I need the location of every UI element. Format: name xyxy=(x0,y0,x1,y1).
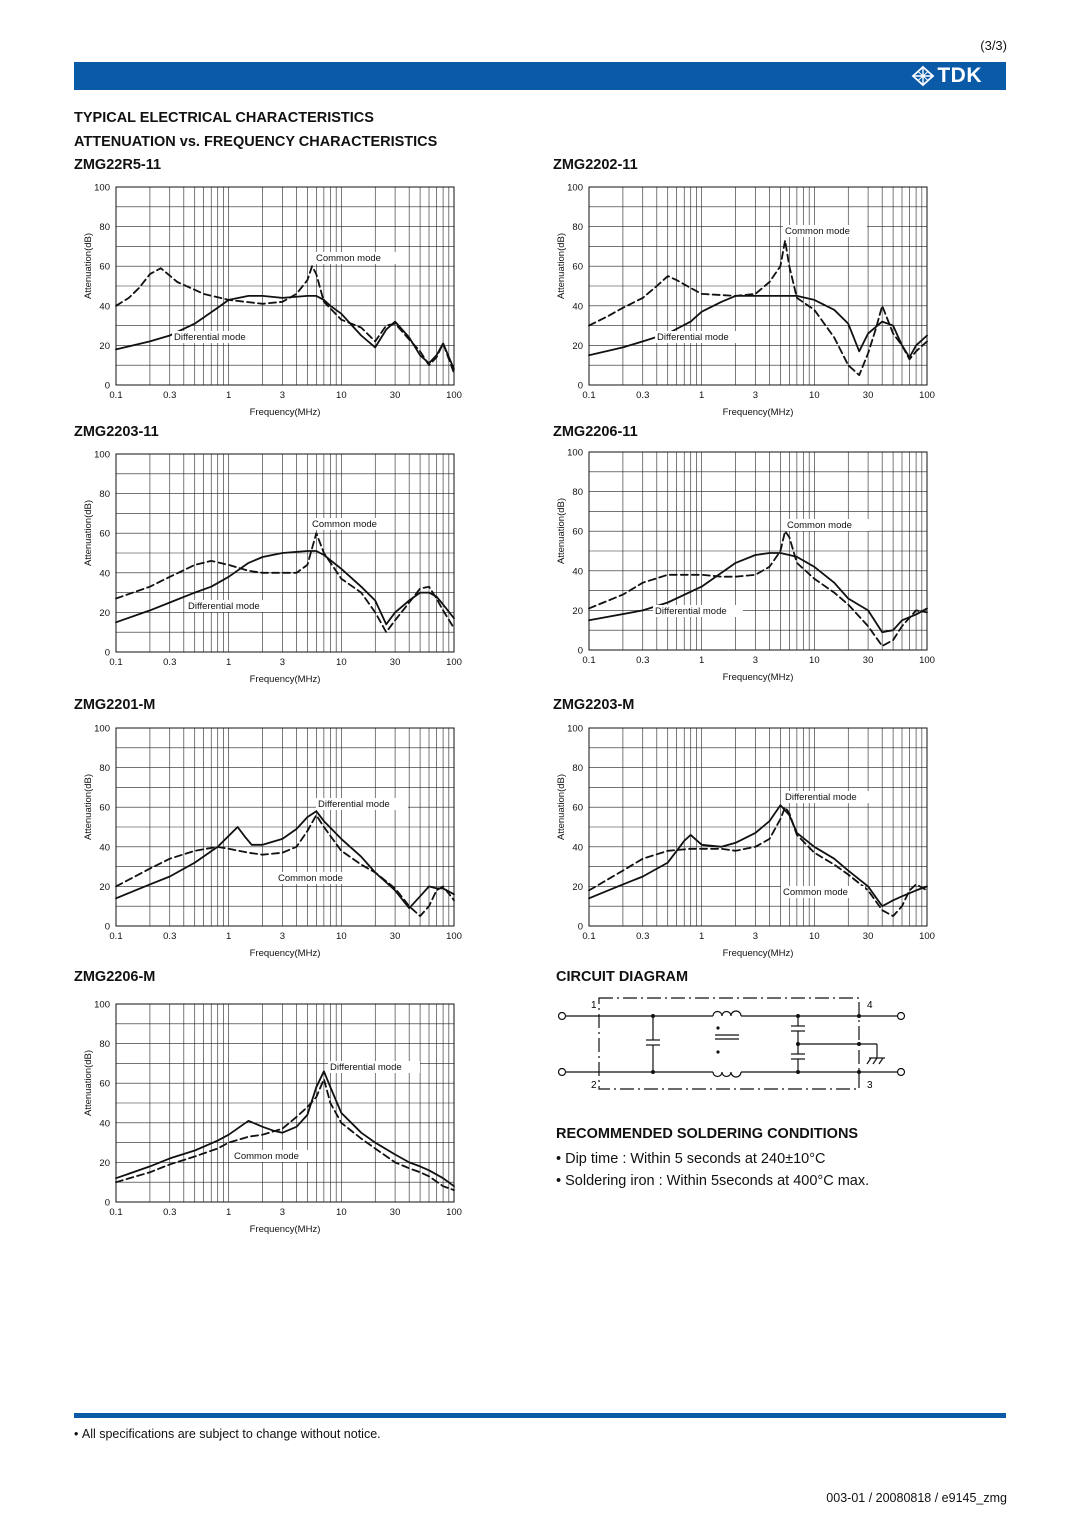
terminal-1 xyxy=(559,1013,566,1020)
tdk-logo xyxy=(912,65,982,87)
series-line-common-mode xyxy=(589,241,927,376)
x-tick-label: 10 xyxy=(336,1207,347,1218)
y-tick-label: 0 xyxy=(104,647,110,659)
y-tick-label: 80 xyxy=(572,487,583,499)
x-tick-label: 10 xyxy=(809,931,820,942)
series-annotation: Differential mode xyxy=(188,601,260,612)
tdk-logo-icon xyxy=(912,66,934,86)
x-tick-label: 10 xyxy=(336,657,347,668)
y-tick-label: 100 xyxy=(94,999,110,1011)
x-tick-label: 30 xyxy=(389,657,401,668)
series-annotation: Common mode xyxy=(316,253,381,264)
series-annotation: Differential mode xyxy=(657,332,729,343)
y-tick-label: 20 xyxy=(572,881,583,893)
chart-title: ZMG2201-M xyxy=(74,697,156,713)
x-tick-label: 3 xyxy=(752,390,759,401)
chart-grid xyxy=(116,187,454,385)
series-annotation: Common mode xyxy=(278,873,343,884)
x-tick-label: 1 xyxy=(699,390,705,401)
series-line-differential-mode xyxy=(116,296,454,369)
chart-grid xyxy=(116,728,454,926)
series-annotation: Common mode xyxy=(312,519,377,530)
series-annotation: Differential mode xyxy=(330,1062,402,1073)
chart-title: ZMG22R5-11 xyxy=(74,157,162,173)
x-tick-label: 1 xyxy=(699,931,705,942)
y-tick-label: 40 xyxy=(99,1118,110,1130)
section-title-soldering: RECOMMENDED SOLDERING CONDITIONS xyxy=(556,1126,859,1142)
y-tick-label: 0 xyxy=(104,1197,110,1209)
x-tick-label: 100 xyxy=(446,931,462,942)
x-tick-label: 30 xyxy=(389,1207,401,1218)
y-axis-label: Attenuation(dB) xyxy=(83,1049,94,1117)
x-tick-label: 0.3 xyxy=(636,655,650,666)
y-tick-label: 80 xyxy=(99,222,110,234)
chart-title: ZMG2202-11 xyxy=(553,157,638,173)
x-tick-label: 1 xyxy=(226,657,232,668)
pin-label: 4 xyxy=(867,1000,873,1011)
y-tick-label: 100 xyxy=(94,723,110,735)
y-tick-label: 20 xyxy=(572,605,583,617)
x-tick-label: 10 xyxy=(336,390,347,401)
x-tick-label: 3 xyxy=(752,931,759,942)
x-tick-label: 10 xyxy=(809,655,820,666)
x-axis-label: Frequency(MHz) xyxy=(722,407,794,418)
y-tick-label: 20 xyxy=(99,340,110,352)
y-axis-label: Attenuation(dB) xyxy=(83,499,94,567)
series-line-differential-mode xyxy=(116,551,454,624)
y-tick-label: 40 xyxy=(99,301,110,313)
footer-bar xyxy=(74,1413,1006,1418)
chart-grid xyxy=(589,187,927,385)
x-tick-label: 0.3 xyxy=(163,1207,177,1218)
x-tick-label: 30 xyxy=(862,390,874,401)
attenuation-chart xyxy=(70,998,460,1238)
y-tick-label: 100 xyxy=(567,447,583,459)
section-title-circuit: CIRCUIT DIAGRAM xyxy=(556,969,689,985)
x-tick-label: 30 xyxy=(389,931,401,942)
y-tick-label: 40 xyxy=(572,566,583,578)
x-tick-label: 100 xyxy=(446,657,462,668)
header-bar xyxy=(74,62,1006,90)
x-tick-label: 100 xyxy=(919,390,935,401)
x-tick-label: 0.1 xyxy=(582,390,596,401)
y-tick-label: 60 xyxy=(99,261,110,273)
y-axis-label: Attenuation(dB) xyxy=(83,773,94,841)
document-id: 003-01 / 20080818 / e9145_zmg xyxy=(826,1491,1007,1505)
y-axis-label: Attenuation(dB) xyxy=(556,773,567,841)
x-tick-label: 0.3 xyxy=(636,931,650,942)
series-annotation: Common mode xyxy=(783,887,848,898)
attenuation-chart xyxy=(543,446,933,686)
series-annotation: Differential mode xyxy=(785,792,857,803)
y-tick-label: 80 xyxy=(572,222,583,234)
x-tick-label: 3 xyxy=(279,931,286,942)
x-tick-label: 1 xyxy=(226,1207,232,1218)
series-line-common-mode xyxy=(116,266,454,373)
x-tick-label: 0.3 xyxy=(163,390,177,401)
series-line-differential-mode xyxy=(589,553,927,632)
y-tick-label: 100 xyxy=(567,723,583,735)
chart-grid xyxy=(116,1004,454,1202)
y-tick-label: 80 xyxy=(99,489,110,501)
y-tick-label: 60 xyxy=(99,1078,110,1090)
x-tick-label: 100 xyxy=(446,1207,462,1218)
y-tick-label: 40 xyxy=(572,842,583,854)
x-tick-label: 3 xyxy=(279,1207,286,1218)
x-tick-label: 0.1 xyxy=(109,657,123,668)
terminal-2 xyxy=(559,1069,566,1076)
x-tick-label: 30 xyxy=(389,390,401,401)
y-tick-label: 40 xyxy=(572,301,583,313)
y-tick-label: 60 xyxy=(99,528,110,540)
section-title-typical: TYPICAL ELECTRICAL CHARACTERISTICS xyxy=(74,110,374,126)
y-tick-label: 80 xyxy=(572,763,583,775)
chart-grid xyxy=(589,452,927,650)
pin-label: 2 xyxy=(591,1080,597,1091)
y-tick-label: 40 xyxy=(99,842,110,854)
y-tick-label: 100 xyxy=(567,182,583,194)
y-tick-label: 40 xyxy=(99,568,110,580)
soldering-list xyxy=(556,1148,869,1192)
list-item: • Dip time : Within 5 seconds at 240±10°C xyxy=(556,1148,869,1170)
attenuation-chart xyxy=(70,448,460,688)
x-tick-label: 30 xyxy=(862,931,874,942)
series-annotation: Common mode xyxy=(234,1151,299,1162)
x-tick-label: 0.1 xyxy=(109,1207,123,1218)
x-axis-label: Frequency(MHz) xyxy=(249,407,321,418)
x-axis-label: Frequency(MHz) xyxy=(722,948,794,959)
x-axis-label: Frequency(MHz) xyxy=(722,672,794,683)
x-tick-label: 0.1 xyxy=(109,390,123,401)
y-axis-label: Attenuation(dB) xyxy=(83,232,94,300)
y-tick-label: 60 xyxy=(572,802,583,814)
page-number: (3/3) xyxy=(980,38,1007,53)
y-tick-label: 80 xyxy=(99,763,110,775)
attenuation-chart xyxy=(70,722,460,962)
y-tick-label: 60 xyxy=(572,526,583,538)
series-line-differential-mode xyxy=(589,805,927,906)
chart-title: ZMG2206-11 xyxy=(553,424,638,440)
y-tick-label: 60 xyxy=(99,802,110,814)
x-tick-label: 0.3 xyxy=(163,931,177,942)
y-tick-label: 20 xyxy=(99,1157,110,1169)
x-tick-label: 100 xyxy=(919,655,935,666)
y-axis-label: Attenuation(dB) xyxy=(556,497,567,565)
y-tick-label: 20 xyxy=(99,881,110,893)
x-tick-label: 3 xyxy=(279,657,286,668)
y-tick-label: 80 xyxy=(99,1039,110,1051)
series-line-common-mode xyxy=(116,1079,454,1190)
series-line-differential-mode xyxy=(589,296,927,357)
series-annotation: Differential mode xyxy=(174,332,246,343)
y-tick-label: 20 xyxy=(572,340,583,352)
y-tick-label: 20 xyxy=(99,607,110,619)
x-tick-label: 100 xyxy=(919,931,935,942)
y-tick-label: 0 xyxy=(577,645,583,657)
series-annotation: Common mode xyxy=(787,520,852,531)
x-tick-label: 0.3 xyxy=(636,390,650,401)
attenuation-chart xyxy=(70,181,460,421)
y-tick-label: 100 xyxy=(94,182,110,194)
series-annotation: Differential mode xyxy=(655,606,727,617)
y-tick-label: 100 xyxy=(94,449,110,461)
y-tick-label: 0 xyxy=(577,921,583,933)
section-title-attenuation: ATTENUATION vs. FREQUENCY CHARACTERISTICS xyxy=(74,134,438,150)
circuit-diagram xyxy=(555,990,915,1100)
series-line-differential-mode xyxy=(116,1071,454,1186)
x-tick-label: 0.1 xyxy=(109,931,123,942)
x-tick-label: 100 xyxy=(446,390,462,401)
x-tick-label: 0.1 xyxy=(582,931,596,942)
brand-name: TDK xyxy=(937,64,982,87)
y-tick-label: 60 xyxy=(572,261,583,273)
x-tick-label: 10 xyxy=(336,931,347,942)
series-annotation: Differential mode xyxy=(318,799,390,810)
series-annotation: Common mode xyxy=(785,226,850,237)
pin-label: 3 xyxy=(867,1080,873,1091)
x-tick-label: 1 xyxy=(226,390,232,401)
terminal-4 xyxy=(898,1013,905,1020)
y-tick-label: 0 xyxy=(577,380,583,392)
chart-grid xyxy=(589,728,927,926)
y-tick-label: 0 xyxy=(104,921,110,933)
chart-title: ZMG2206-M xyxy=(74,969,156,985)
x-axis-label: Frequency(MHz) xyxy=(249,948,321,959)
footer-notice: • All specifications are subject to change without notice. xyxy=(74,1427,381,1441)
x-tick-label: 0.1 xyxy=(582,655,596,666)
x-tick-label: 10 xyxy=(809,390,820,401)
attenuation-chart xyxy=(543,181,933,421)
x-tick-label: 3 xyxy=(752,655,759,666)
series-line-common-mode xyxy=(589,531,927,646)
list-item: • Soldering iron : Within 5seconds at 400°C max. xyxy=(556,1170,869,1192)
x-axis-label: Frequency(MHz) xyxy=(249,1224,321,1235)
y-tick-label: 0 xyxy=(104,380,110,392)
attenuation-chart xyxy=(543,722,933,962)
series-line-common-mode xyxy=(589,807,927,916)
chart-title: ZMG2203-11 xyxy=(74,424,159,440)
x-tick-label: 1 xyxy=(226,931,232,942)
x-tick-label: 30 xyxy=(862,655,874,666)
x-tick-label: 3 xyxy=(279,390,286,401)
x-tick-label: 1 xyxy=(699,655,705,666)
y-axis-label: Attenuation(dB) xyxy=(556,232,567,300)
x-tick-label: 0.3 xyxy=(163,657,177,668)
chart-title: ZMG2203-M xyxy=(553,697,635,713)
terminal-3 xyxy=(898,1069,905,1076)
pin-label: 1 xyxy=(591,1000,597,1011)
x-axis-label: Frequency(MHz) xyxy=(249,674,321,685)
series-line-common-mode xyxy=(116,533,454,632)
